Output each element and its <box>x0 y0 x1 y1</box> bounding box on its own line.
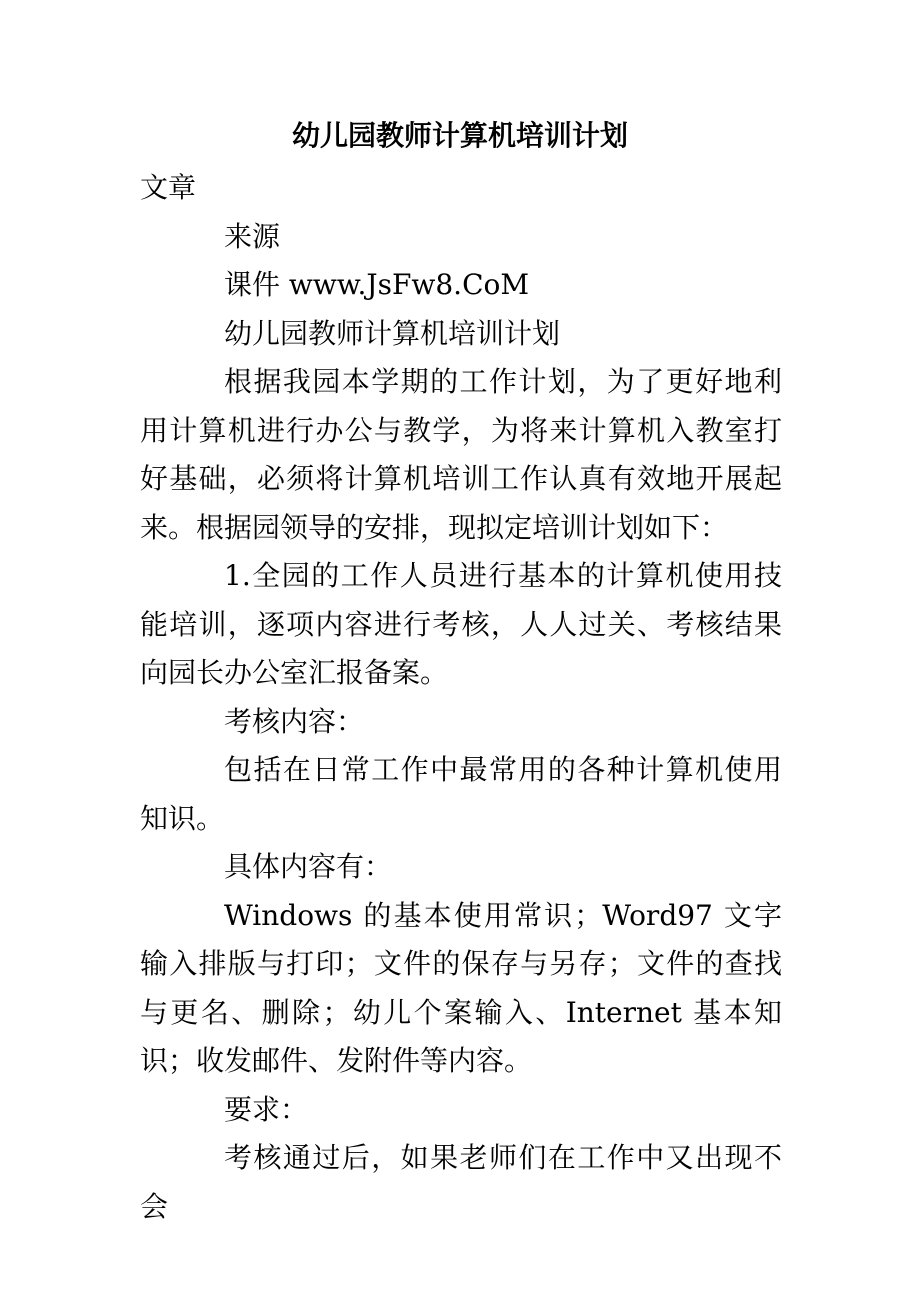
paragraph: 具体内容有： <box>224 850 393 883</box>
paragraph: 1.全园的工作人员进行基本的计算机使用技能培训，逐项内容进行考核，人人过关、考核结果向园长办公室汇报备案。 <box>140 559 782 689</box>
paragraph: 来源 <box>224 219 281 253</box>
paragraph: 幼儿园教师计算机培训计划 <box>224 316 561 350</box>
paragraph: 要求： <box>224 1092 309 1126</box>
document-title: 幼儿园教师计算机培训计划 <box>291 119 628 152</box>
paragraph: Windows 的基本使用常识；Word97 文字输入排版与打印；文件的保存与另存；文件的查找与更名、删除；幼儿个案输入、Internet 基本知识；收发邮件、发附件等内容。 <box>140 898 782 1077</box>
paragraph: 考核通过后，如果老师们在工作中又出现不会 <box>140 1141 782 1223</box>
document-body <box>140 164 782 1231</box>
paragraph: 考核内容： <box>224 704 365 738</box>
paragraph: 课件 www.JsFw8.CoM <box>224 268 530 301</box>
paragraph: 根据我园本学期的工作计划，为了更好地利用计算机进行办公与教学，为将来计算机入教室打好基础，必须将计算机培训工作认真有效地开展起来。根据园领导的安排，现拟定培训计划如下： <box>140 365 782 544</box>
paragraph: 包括在日常工作中最常用的各种计算机使用知识。 <box>140 753 782 835</box>
paragraph: 文章 <box>140 171 197 204</box>
